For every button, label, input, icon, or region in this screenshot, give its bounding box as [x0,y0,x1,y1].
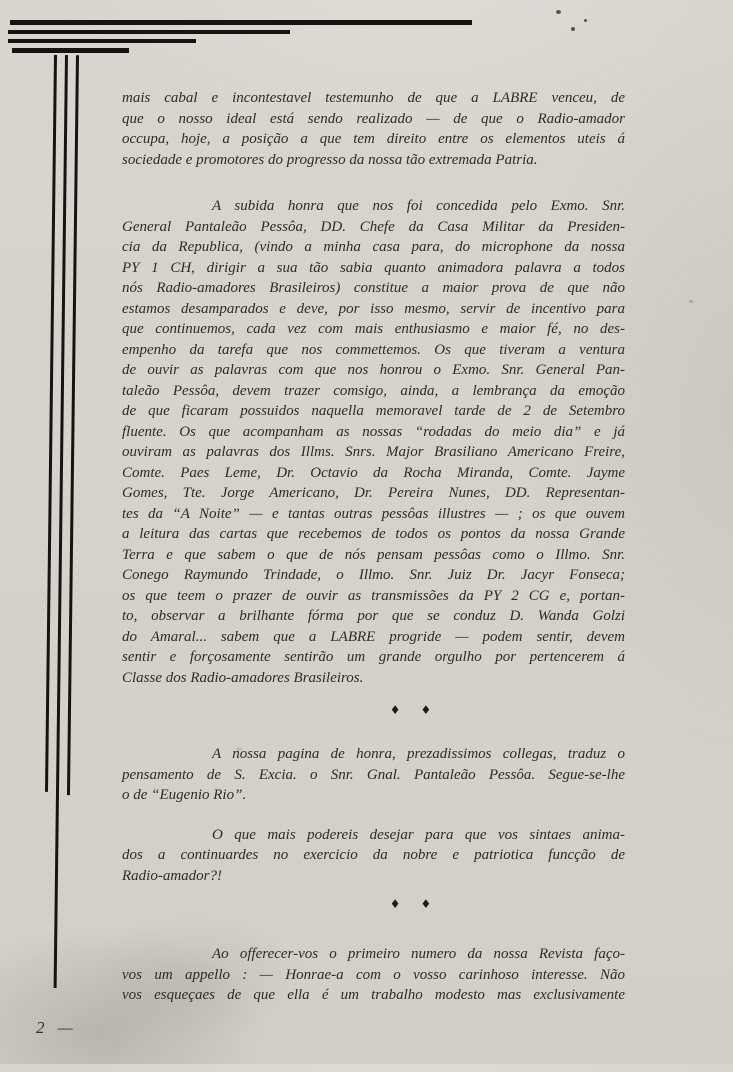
vertical-rule-2 [54,55,68,988]
text-line: vos um appello : — Honrae-a com o vosso carinhoso interesse. Não [122,966,625,983]
diamond-icon: ♦ [420,897,432,911]
paragraph-1 [122,88,625,170]
paragraph-2 [122,196,625,688]
vertical-rule-3 [67,55,79,795]
diamond-separator [159,896,662,912]
text-line: Terra e que sabem o que de nós pensam pessôas como o Illmo. Snr. [122,546,625,563]
text-line: fluente. Os que acompanham as nossas “rodadas do meio dia” e já [122,423,625,440]
text-line: empenho da tarefa que nos commettemos. Os que tiveram a ventura [122,341,625,358]
text-line: tes da “A Noite” — e tantas outras pessôas illustres — ; os que ouvem [122,505,625,522]
text-line: General Pantaleão Pessôa, DD. Chefe da Casa Militar da Presiden- [122,218,625,235]
stain [689,300,693,303]
text-line: a leitura das cartas que recebemos de todos os pontos da nossa Grande [122,526,625,542]
text-line: dos a continuardes no exercicio da nobre e patriotica funcção de [122,847,625,863]
text-line: to, observar a brilhante fórma por que se conduz D. Wanda Golzi [122,608,625,624]
text-line: que o nosso ideal está sendo realizado — de que o Radio-amador [122,110,625,127]
text-line: PY 1 CH, dirigir a sua tão sabia quanto animadora palavra a todos [122,259,625,276]
text-line: que continuemos, cada vez com mais enthusiasmo e maior fé, no des- [122,321,625,337]
page-number [36,1018,73,1038]
diamond-icon: ♦ [389,703,401,717]
page-number-dash: — [57,1018,73,1037]
text-line: Radio-amador?! [122,867,222,884]
paragraph-5 [122,944,625,1006]
text-line: estamos desamparados e deve, por isso mesmo, servir de incentivo para [122,300,625,317]
paragraph-3 [122,744,625,806]
text-line: Classe dos Radio-amadores Brasileiros. [122,669,364,686]
page-number-value: 2 [36,1018,45,1037]
text-line: nós Radio-amadores Brasileiros) constitue a maior prova de que não [122,280,625,296]
text-line: mais cabal e incontestavel testemunho de que a LABRE venceu, de [122,90,625,106]
text-line: de ouvir as palavras com que nos honrou o Exmo. Snr. General Pan- [122,362,625,378]
text-line: A nossa pagina de honra, prezadissimos collegas, traduz o [212,746,625,762]
text-line: ouviram as palavras dos Illms. Snrs. Major Brasiliano Americano Freire, [122,444,625,460]
text-line: os que teem o prazer de ouvir as transmissões da PY 2 CG e, portan- [122,587,625,604]
text-line: de que ficaram possuidos naquella memoravel tarde de 2 de Setembro [122,403,625,419]
text-line: sociedade e promotores do progresso da nossa tão extremada Patria. [122,151,538,168]
stain [571,27,575,31]
text-line: Ao offerecer-vos o primeiro numero da nossa Revista faço- [212,946,625,962]
horizontal-rule-2 [8,30,290,34]
vertical-rule-1 [45,55,57,792]
text-line: o de “Eugenio Rio”. [122,787,247,803]
text-line: Gomes, Tte. Jorge Americano, Dr. Pereira Nunes, DD. Representan- [122,485,625,501]
page-text [122,88,625,1006]
text-line: O que mais podereis desejar para que vos sintaes anima- [212,826,625,843]
diamond-icon: ♦ [389,897,401,911]
diamond-icon: ♦ [420,703,432,717]
text-line: vos esqueçaes de que ella é um trabalho modesto mas exclusivamente [122,987,625,1003]
text-line: sentir e forçosamente sentirão um grande orgulho por pertencerem á [122,649,625,665]
text-line: do Amaral... sabem que a LABRE progride — podem sentir, devem [122,628,625,645]
stain [556,10,561,14]
text-line: taleão Pessôa, devem trazer comsigo, ainda, a lembrança da emoção [122,382,625,399]
horizontal-rule-4 [12,48,129,53]
text-line: Conego Raymundo Trindade, o Illmo. Snr. Juiz Dr. Jacyr Fonseca; [122,567,625,583]
text-line: A subida honra que nos foi concedida pelo Exmo. Snr. [212,198,625,214]
paragraph-4 [122,825,625,887]
text-line: Comte. Paes Leme, Dr. Octavio da Rocha Miranda, Comte. Jayme [122,464,625,481]
stain [584,19,587,22]
text-line: pensamento de S. Excia. o Snr. Gnal. Pantaleão Pessôa. Segue-se-lhe [122,766,625,783]
diamond-separator [159,702,662,718]
text-line: cia da Republica, (vindo a minha casa para, do microphone da nossa [122,239,625,255]
horizontal-rule-1 [10,20,472,25]
text-line: occupa, hoje, a posição a que tem direito entre os elementos uteis á [122,131,625,147]
horizontal-rule-3 [8,39,196,43]
